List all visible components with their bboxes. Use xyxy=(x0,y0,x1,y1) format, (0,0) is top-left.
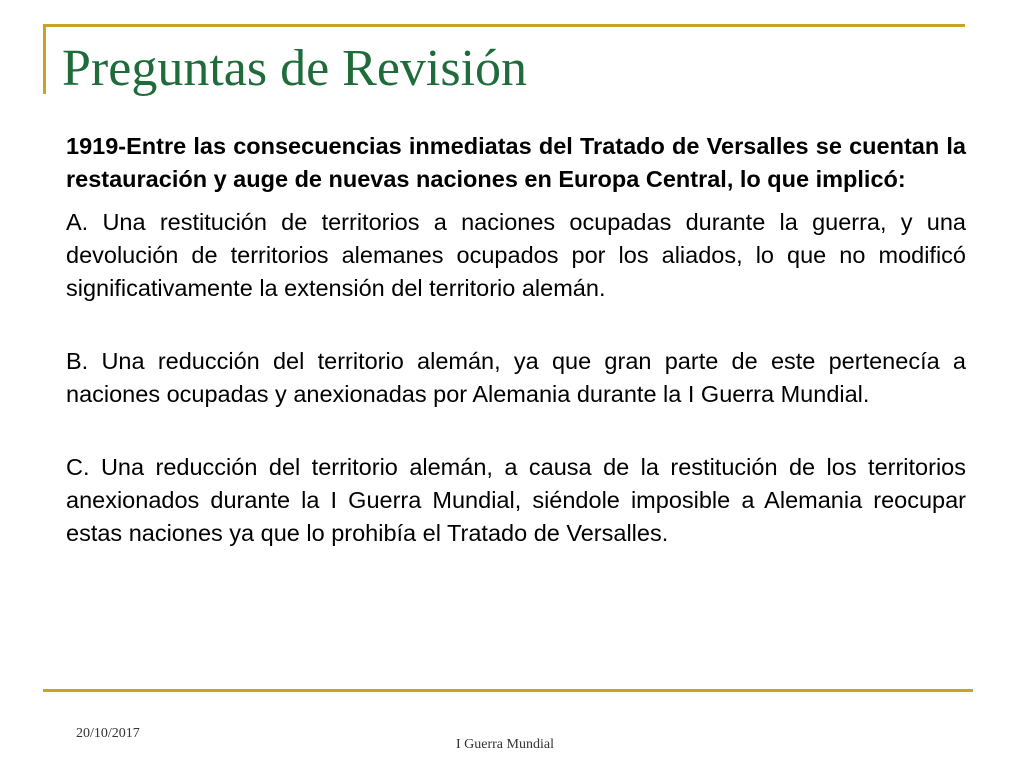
accent-line-vertical xyxy=(43,24,46,94)
option-a: A. Una restitución de territorios a naciones ocupadas durante la guerra, y una devolución de territorios alemanes ocupados por los aliados, lo que no modificó significativamente la extensión del territorio alemán. xyxy=(66,209,966,301)
question-text: 1919-Entre las consecuencias inmediatas del Tratado de Versalles se cuentan la restauración y auge de nuevas naciones en Europa Central, lo que implicó: xyxy=(66,133,966,192)
footer-title: I Guerra Mundial xyxy=(456,737,554,752)
accent-line-top xyxy=(43,24,965,27)
option-c: C. Una reducción del territorio alemán, a causa de la restitución de los territorios anexionados durante la I Guerra Mundial, siéndole imposible a Alemania reocupar estas naciones ya que lo prohibía el Tratado de Versalles. xyxy=(66,454,966,546)
option-b: B. Una reducción del territorio alemán, ya que gran parte de este pertenecía a naciones ocupadas y anexionadas por Alemania durante la I Guerra Mundial. xyxy=(66,348,966,407)
slide-content xyxy=(66,130,966,550)
footer-date: 20/10/2017 xyxy=(76,726,140,741)
slide-title: Preguntas de Revisión xyxy=(62,40,528,97)
accent-line-bottom xyxy=(43,689,973,692)
